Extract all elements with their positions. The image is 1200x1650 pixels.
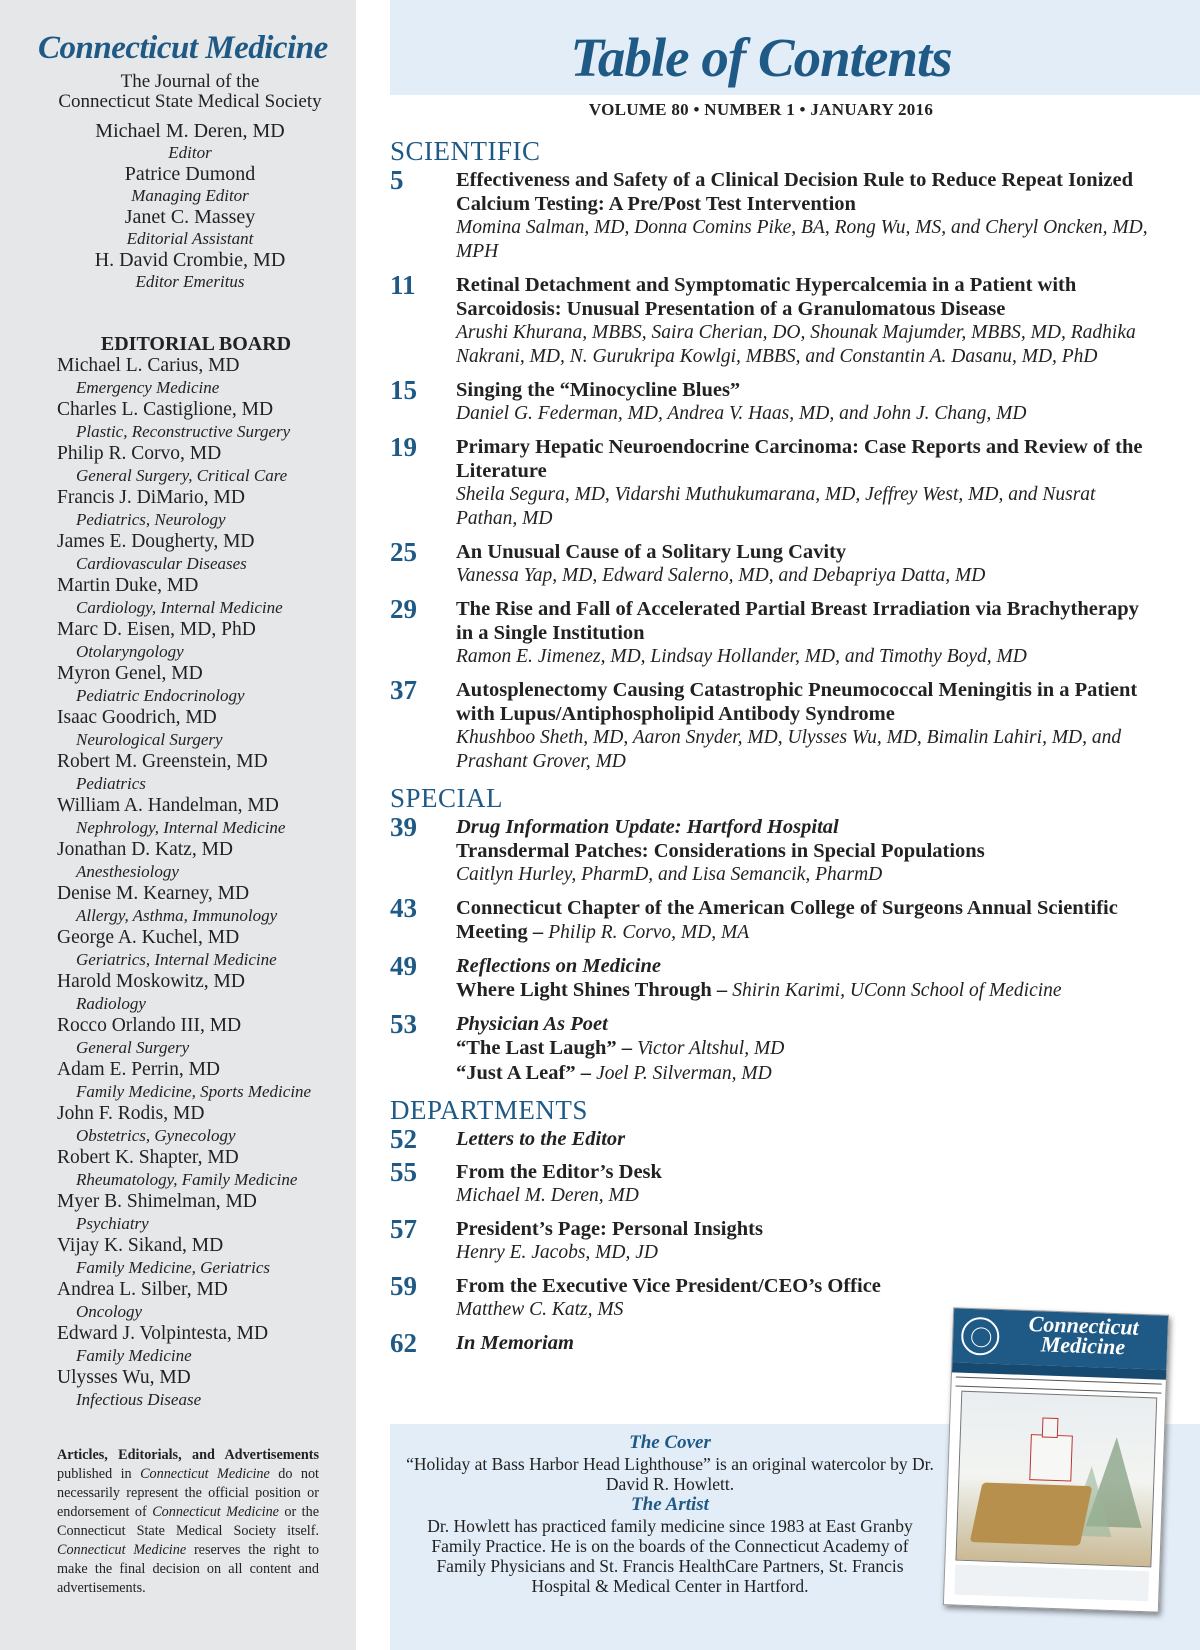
member-specialty: Pediatrics, Neurology: [76, 510, 226, 529]
article-title: Effectiveness and Safety of a Clinical Decision Rule to Reduce Repeat Ionized Calcium Testing: A Pre/Post Test Intervention: [456, 169, 1134, 215]
page-number: 43: [390, 893, 417, 923]
article-authors: Henry E. Jacobs, MD, JD: [456, 1242, 658, 1263]
member-name: Myron Genel, MD: [57, 663, 203, 684]
member-specialty: Allergy, Asthma, Immunology: [76, 906, 278, 925]
page-number: 62: [390, 1328, 417, 1358]
dash: –: [616, 1037, 638, 1059]
page-number: 53: [390, 1009, 417, 1039]
staff-name: H. David Crombie, MD: [94, 249, 286, 271]
staff-name: Michael M. Deren, MD: [95, 120, 285, 142]
board-member: [57, 1015, 357, 1059]
board-member: [57, 531, 357, 575]
page-number: 11: [390, 270, 416, 300]
article-title: Primary Hepatic Neuroendocrine Carcinoma: Case Reports and Review of the Literature: [456, 436, 1143, 482]
member-name: James E. Dougherty, MD: [57, 531, 255, 552]
member-specialty: Geriatrics, Internal Medicine: [76, 950, 277, 969]
toc-entry[interactable]: [390, 951, 1150, 1003]
article-authors: Matthew C. Katz, MS: [456, 1299, 624, 1320]
article-authors: Ramon E. Jimenez, MD, Lindsay Hollander, MD, and Timothy Boyd, MD: [456, 646, 1027, 667]
cover-info: [405, 1432, 935, 1596]
article-authors: Sheila Segura, MD, Vidarshi Muthukumarana, MD, Jeffrey West, MD, and Nusrat Pathan, MD: [456, 484, 1096, 529]
contents: [390, 130, 1150, 1364]
page-number: 15: [390, 375, 417, 405]
article-title: Where Light Shines Through: [456, 979, 712, 1001]
member-name: Robert K. Shapter, MD: [57, 1147, 239, 1168]
editorial-board-title: EDITORIAL BOARD: [100, 333, 292, 355]
artist-description: Dr. Howlett has practiced family medicine since 1983 at East Granby Family Practice. He is on the boards of the Connecticut Academy of Family Physicians and St. Francis HealthCare Partners, St. Francis Hospital & Medical Center in Hartford.: [427, 1516, 913, 1596]
member-name: Vijay K. Sikand, MD: [57, 1235, 224, 1256]
society-seal-icon: [961, 1317, 1000, 1356]
editorial-board-list: [57, 355, 357, 1411]
member-name: Charles L. Castiglione, MD: [57, 399, 274, 420]
staff-role: Editorial Assistant: [126, 229, 254, 248]
member-name: Philip R. Corvo, MD: [57, 443, 222, 464]
member-specialty: Cardiology, Internal Medicine: [76, 598, 283, 617]
member-name: Myer B. Shimelman, MD: [57, 1191, 257, 1212]
member-specialty: General Surgery: [76, 1038, 190, 1057]
member-name: Rocco Orlando III, MD: [57, 1015, 242, 1036]
board-member: [57, 751, 357, 795]
member-specialty: Plastic, Reconstructive Surgery: [76, 422, 291, 441]
member-specialty: General Surgery, Critical Care: [76, 466, 288, 485]
board-member: [57, 971, 357, 1015]
article-title: Letters to the Editor: [456, 1128, 626, 1150]
column-heading: Drug Information Update: Hartford Hospital: [456, 816, 839, 838]
article-title: Transdermal Patches: Considerations in Special Populations: [456, 840, 985, 862]
cover-heading: The Cover: [629, 1432, 711, 1453]
board-member: [57, 355, 357, 399]
page-number: 19: [390, 432, 417, 462]
article-authors: Khushboo Sheth, MD, Aaron Snyder, MD, Ulysses Wu, MD, Bimalin Lahiri, MD, and Prashant Grover, MD: [456, 727, 1122, 772]
board-member: [57, 663, 357, 707]
board-member: [57, 1323, 357, 1367]
toc-entry[interactable]: [390, 270, 1150, 369]
article-authors: Arushi Khurana, MBBS, Saira Cherian, DO, Shounak Majumder, MBBS, MD, Radhika Nakrani, MD, N. Gurukripa Kowlgi, MBBS, and Constantin A. Dasanu, MD, PhD: [456, 322, 1136, 367]
member-name: Francis J. DiMario, MD: [57, 487, 245, 508]
member-name: Martin Duke, MD: [57, 575, 199, 596]
staff-name: Janet C. Massey: [124, 206, 256, 228]
board-member: [57, 1235, 357, 1279]
disclaimer-journal: Connecticut Medicine: [152, 1504, 279, 1520]
board-member: [57, 927, 357, 971]
article-title: An Unusual Cause of a Solitary Lung Cavity: [456, 541, 847, 563]
article-authors: Momina Salman, MD, Donna Comins Pike, BA, Rong Wu, MS, and Cheryl Oncken, MD, MPH: [456, 217, 1148, 262]
poem-title: “The Last Laugh”: [456, 1037, 617, 1059]
page-number: 39: [390, 812, 417, 842]
artist-heading: The Artist: [631, 1494, 709, 1515]
member-name: John F. Rodis, MD: [57, 1103, 205, 1124]
lighthouse-watercolor-image: [955, 1391, 1157, 1568]
article-title: Singing the “Minocycline Blues”: [456, 379, 741, 401]
article-title: Connecticut Chapter of the American College of Surgeons Annual Scientific Meeting: [456, 897, 1118, 943]
toc-entry[interactable]: [390, 432, 1150, 531]
member-name: George A. Kuchel, MD: [57, 927, 240, 948]
member-specialty: Anesthesiology: [76, 862, 179, 881]
disclaimer-text: or the Connecticut State Medical Society itself.: [57, 1504, 319, 1539]
dash: –: [711, 979, 733, 1001]
board-member: [57, 1059, 357, 1103]
member-specialty: Otolaryngology: [76, 642, 184, 661]
board-member: [57, 1103, 357, 1147]
toc-entry[interactable]: [390, 594, 1150, 669]
poem-author: Joel P. Silverman, MD: [596, 1063, 772, 1084]
disclaimer-text: reserves the right to make the final decision on all content and advertisements.: [57, 1542, 319, 1596]
member-name: Adam E. Perrin, MD: [57, 1059, 221, 1080]
board-member: [57, 883, 357, 927]
toc-entry[interactable]: [390, 537, 1150, 588]
volume-line: VOLUME 80 • NUMBER 1 • JANUARY 2016: [588, 100, 934, 119]
masthead: [30, 72, 350, 292]
cover-thumbnail-header: [952, 1308, 1168, 1369]
cover-thumbnail-title: Connecticut Medicine: [1028, 1310, 1140, 1360]
board-member: [57, 1367, 357, 1411]
board-member: [57, 443, 357, 487]
member-name: Robert M. Greenstein, MD: [57, 751, 268, 772]
member-specialty: Pediatric Endocrinology: [76, 686, 245, 705]
section-heading-special: SPECIAL: [390, 783, 504, 813]
member-name: Jonathan D. Katz, MD: [57, 839, 234, 860]
member-specialty: Radiology: [76, 994, 146, 1013]
dash: –: [575, 1062, 597, 1084]
toc-entry[interactable]: [390, 1124, 1150, 1154]
column-heading: Reflections on Medicine: [456, 955, 661, 977]
member-specialty: Cardiovascular Diseases: [76, 554, 247, 573]
page-number: 5: [390, 165, 404, 195]
poem-title: “Just A Leaf”: [456, 1062, 576, 1084]
article-authors: Caitlyn Hurley, PharmD, and Lisa Semancik, PharmD: [456, 864, 883, 885]
article-title: In Memoriam: [456, 1332, 574, 1354]
board-member: [57, 839, 357, 883]
member-specialty: Family Medicine, Sports Medicine: [76, 1082, 312, 1101]
disclaimer: [57, 1446, 319, 1598]
member-specialty: Nephrology, Internal Medicine: [76, 818, 286, 837]
member-specialty: Pediatrics: [76, 774, 146, 793]
article-authors: Shirin Karimi, UConn School of Medicine: [732, 980, 1062, 1001]
board-member: [57, 795, 357, 839]
disclaimer-text: published in: [57, 1466, 141, 1482]
sidebar: [0, 0, 356, 1650]
article-authors: Vanessa Yap, MD, Edward Salerno, MD, and Debapriya Datta, MD: [456, 565, 986, 586]
member-specialty: Rheumatology, Family Medicine: [76, 1170, 298, 1189]
article-authors: Philip R. Corvo, MD, MA: [548, 922, 750, 943]
toc-entry[interactable]: [390, 675, 1150, 774]
staff-name: Patrice Dumond: [124, 163, 256, 185]
dash: –: [527, 921, 549, 943]
article-title: The Rise and Fall of Accelerated Partial Breast Irradiation via Brachytherapy in a Single Institution: [456, 598, 1139, 644]
cover-thumbnail: [943, 1307, 1169, 1612]
section-heading-scientific: SCIENTIFIC: [390, 136, 541, 166]
section-heading-departments: DEPARTMENTS: [390, 1095, 588, 1125]
toc-entry[interactable]: [390, 1157, 1150, 1208]
member-specialty: Oncology: [76, 1302, 143, 1321]
board-member: [57, 1191, 357, 1235]
board-member: [57, 1279, 357, 1323]
member-specialty: Neurological Surgery: [76, 730, 223, 749]
article-authors: Daniel G. Federman, MD, Andrea V. Haas, MD, and John J. Chang, MD: [456, 403, 1027, 424]
page-number: 25: [390, 537, 417, 567]
member-name: Andrea L. Silber, MD: [57, 1279, 228, 1300]
staff-role: Managing Editor: [131, 186, 249, 205]
member-name: Harold Moskowitz, MD: [57, 971, 245, 992]
disclaimer-journal: Connecticut Medicine: [140, 1466, 270, 1482]
article-title: Autosplenectomy Causing Catastrophic Pneumococcal Meningitis in a Patient with Lupus/Antiphospholipid Antibody Syndrome: [456, 679, 1138, 725]
article-title: From the Executive Vice President/CEO’s Office: [456, 1275, 881, 1297]
subtitle-line-1: The Journal of the: [120, 71, 260, 92]
disclaimer-lead: Articles, Editorials, and Advertisements: [57, 1447, 319, 1463]
article-authors: Michael M. Deren, MD: [456, 1185, 639, 1206]
cover-bottom: [954, 1565, 1149, 1602]
member-name: Michael L. Carius, MD: [57, 355, 240, 376]
article-title: President’s Page: Personal Insights: [456, 1218, 763, 1240]
subtitle-line-2: Connecticut State Medical Society: [58, 91, 322, 112]
board-member: [57, 1147, 357, 1191]
member-specialty: Infectious Disease: [76, 1390, 202, 1409]
page-title: Table of Contents: [570, 27, 952, 88]
page-number: 29: [390, 594, 417, 624]
page-number: 55: [390, 1157, 417, 1187]
staff-role: Editor Emeritus: [135, 272, 245, 291]
column-heading: Physician As Poet: [456, 1013, 608, 1035]
member-specialty: Emergency Medicine: [76, 378, 220, 397]
article-title: From the Editor’s Desk: [456, 1161, 662, 1183]
cover-description: “Holiday at Bass Harbor Head Lighthouse” is an original watercolor by Dr. David R. Howlett.: [406, 1454, 934, 1494]
board-member: [57, 575, 357, 619]
toc-entry[interactable]: [390, 1009, 1150, 1086]
member-specialty: Family Medicine: [76, 1346, 192, 1365]
member-specialty: Obstetrics, Gynecology: [76, 1126, 236, 1145]
journal-title: Connecticut Medicine: [38, 30, 328, 66]
page-number: 37: [390, 675, 417, 705]
staff-role: Editor: [168, 143, 212, 162]
page-number: 59: [390, 1271, 417, 1301]
member-name: Denise M. Kearney, MD: [57, 883, 250, 904]
disclaimer-journal: Connecticut Medicine: [57, 1542, 187, 1558]
article-title: Retinal Detachment and Symptomatic Hypercalcemia in a Patient with Sarcoidosis: Unusual Presentation of a Granulomatous Disease: [456, 274, 1077, 320]
board-member: [57, 399, 357, 443]
poem-author: Victor Altshul, MD: [637, 1038, 785, 1059]
toc-entry[interactable]: [390, 375, 1150, 426]
toc-entry[interactable]: [390, 812, 1150, 887]
member-name: Marc D. Eisen, MD, PhD: [57, 619, 256, 640]
page-number: 57: [390, 1214, 417, 1244]
page-number: 52: [390, 1124, 417, 1154]
lighthouse-icon: [1029, 1434, 1073, 1481]
disclaimer-text: do not necessarily represent the official position or endorsement of: [57, 1466, 319, 1520]
member-name: William A. Handelman, MD: [57, 795, 279, 816]
page-number: 49: [390, 951, 417, 981]
toc-entry[interactable]: [390, 1214, 1150, 1265]
toc-entry[interactable]: [390, 893, 1150, 945]
rocks-shape: [970, 1482, 1093, 1545]
member-name: Isaac Goodrich, MD: [57, 707, 217, 728]
member-specialty: Family Medicine, Geriatrics: [76, 1258, 271, 1277]
member-name: Edward J. Volpintesta, MD: [57, 1323, 269, 1344]
toc-entry[interactable]: [390, 165, 1150, 264]
board-member: [57, 619, 357, 663]
member-specialty: Psychiatry: [76, 1214, 149, 1233]
member-name: Ulysses Wu, MD: [57, 1367, 191, 1388]
board-member: [57, 487, 357, 531]
board-member: [57, 707, 357, 751]
